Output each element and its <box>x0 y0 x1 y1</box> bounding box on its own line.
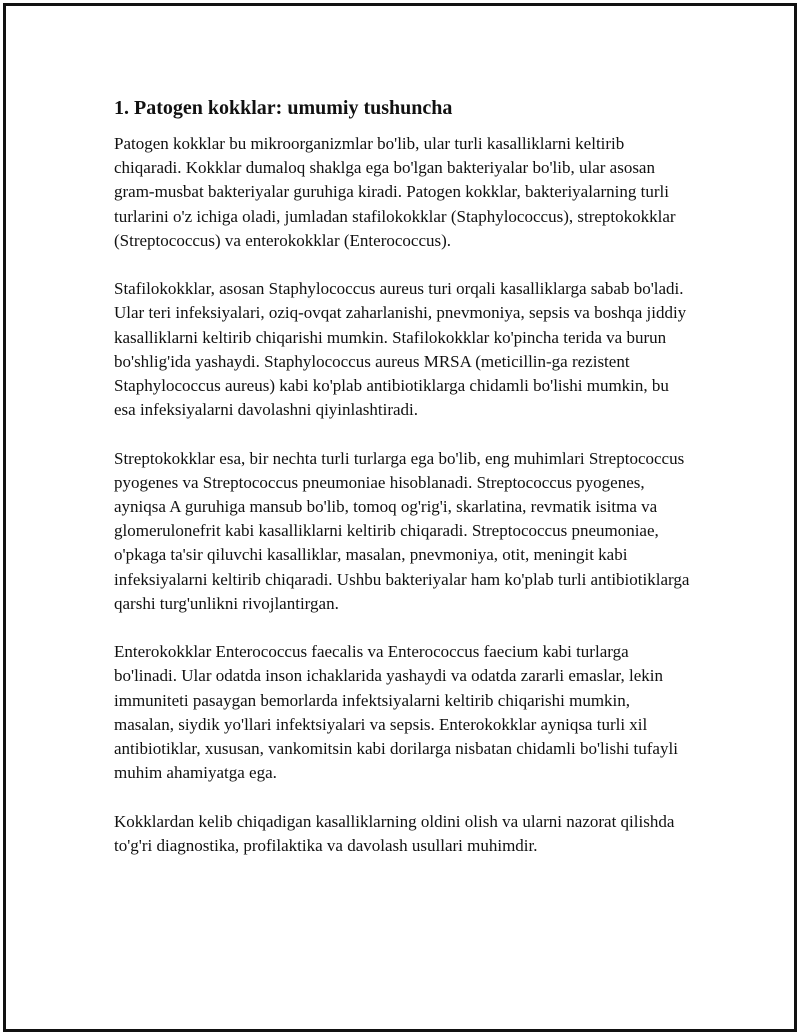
paragraph-conclusion: Kokklardan kelib chiqadigan kasalliklarning oldini olish va ularni nazorat qilishda to'g'ri diagnostika, profilaktika va davolash usullari muhimdir. <box>114 811 675 855</box>
paragraph-staphylococci: Stafilokokklar, asosan Staphylococcus aureus turi orqali kasalliklarga sabab bo'ladi. Ular teri infeksiyalari, oziq-ovqat zaharlanishi, pnevmoniya, sepsis va boshqa jiddiy kasalliklarni keltirib chiqarishi mumkin. Stafilokokklar ko'pincha terida va burun bo'shlig'ida yashaydi. Staphylococcus aureus MRSA (meticillin-ga rezistent Staphylococcus aureus) kabi ko'plab antibiotiklarga chidamli bo'lishi mumkin, bu esa infeksiyalarni davolashni qiyinlashtiradi. <box>114 279 687 420</box>
paragraph-streptococci: Streptokokklar esa, bir nechta turli turlarga ega bo'lib, eng muhimlari Streptococcus pyogenes va Streptococcus pneumoniae hisoblanadi. Streptococcus pyogenes, ayniqsa A guruhiga mansub bo'lib, tomoq og'rig'i, skarlatina, revmatik isitma va glomerulonefrit kabi kasalliklarni keltirib chiqaradi. Streptococcus pneumoniae, o'pkaga ta'sir qiluvchi kasalliklar, masalan, pnevmoniya, otit, meningit kabi infeksiyalarni keltirib chiqaradi. Ushbu bakteriyalar ham ko'plab turli antibiotiklarga qarshi turg'unlikni rivojlantirgan. <box>114 448 690 613</box>
section-heading: 1. Patogen kokklar: umumiy tushuncha <box>114 97 453 119</box>
paragraph-enterococci: Enterokokklar Enterococcus faecalis va Enterococcus faecium kabi turlarga bo'linadi. Ular odatda inson ichaklarida yashaydi va odatda zararli emaslar, lekin immuniteti pasaygan bemorlarda infektsiyalarni keltirib chiqarishi mumkin, masalan, siydik yo'llari infektsiyalari va sepsis. Enterokokklar ayniqsa turli xil antibiotiklar, xususan, vankomitsin kabi dorilarga nisbatan chidamli bo'lishi tufayli muhim ahamiyatga ega. <box>114 642 678 783</box>
document-body <box>114 96 694 882</box>
paragraph-intro: Patogen kokklar bu mikroorganizmlar bo'lib, ular turli kasalliklarni keltirib chiqaradi. Kokklar dumaloq shaklga ega bo'lgan bakteriyalar bo'lib, ular asosan gram-musbat bakteriyalar guruhiga kiradi. Patogen kokklar, bakteriyalarning turli turlarini o'z ichiga oladi, jumladan stafilokokklar (Staphylococcus), streptokokklar (Streptococcus) va enterokokklar (Enterococcus). <box>114 134 676 250</box>
